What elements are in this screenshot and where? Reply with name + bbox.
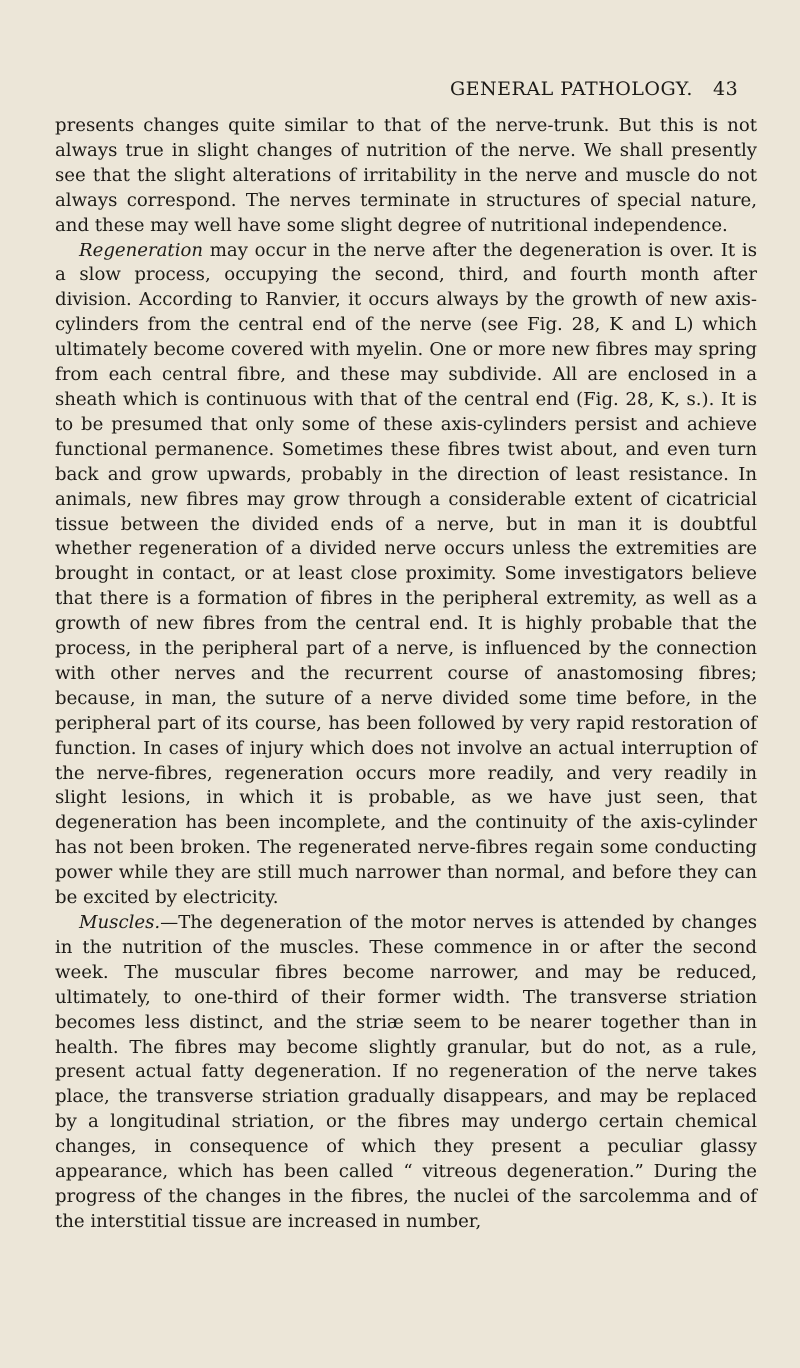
running-title: GENERAL PATHOLOGY. — [450, 78, 693, 100]
paragraph-text: —The degeneration of the motor nerves is attended by changes in the nutrition of the muscles. These commence in or after the second week. The muscular fibres become narrower, and may be reduced, ultimately, to one-third of their former width. The transverse striation becomes less distinct, and the striæ seem to be nearer together than in health. The fibres may become slightly granular, but do not, as a rule, present actual fatty degeneration. If no regeneration of the nerve takes place, the transverse striation gradually disappears, and may be replaced by a longitudinal striation, or the fibres may undergo certain chemical changes, in consequence of which they present a peculiar glassy appearance, which has been called “ vitreous degeneration.” During the progress of the changes in the fibres, the nuclei of the sarcolemma and of the interstitial tissue are increased in number, — [55, 912, 757, 1232]
page-number: 43 — [713, 78, 739, 100]
body-text — [55, 114, 757, 1235]
paragraph-heading: Regeneration — [79, 239, 204, 261]
paragraph-muscles — [55, 911, 757, 1235]
paragraph-continuation — [55, 114, 757, 239]
running-header — [450, 78, 739, 100]
paragraph-text: presents changes quite similar to that of the nerve-trunk. But this is not always true in slight changes of nutrition of the nerve. We shall presently see that the slight alterations of irritability in the nerve and muscle do not always correspond. The nerves terminate in structures of special nature, and these may well have some slight degree of nutritional independence. — [55, 115, 757, 236]
paragraph-regeneration — [55, 239, 757, 911]
paragraph-text: may occur in the nerve after the degeneration is over. It is a slow process, occupying the second, third, and fourth month after division. According to Ranvier, it occurs always by the growth of new axis-cylinders from the central end of the nerve (see Fig. 28, K and L) which ultimately become covered with myelin. One or more new fibres may spring from each central fibre, and these may subdivide. All are enclosed in a sheath which is continuous with that of the central end (Fig. 28, K, s.). It is to be presumed that only some of these axis-cylinders persist and achieve functional permanence. Sometimes these fibres twist about, and even turn back and grow upwards, probably in the direction of least resistance. In animals, new fibres may grow through a considerable extent of cicatricial tissue between the divided ends of a nerve, but in man it is doubtful whether regeneration of a divided nerve occurs unless the extremities are brought in contact, or at least close proximity. Some investigators believe that there is a formation of fibres in the peripheral extremity, as well as a growth of new fibres from the central end. It is highly probable that the process, in the peripheral part of a nerve, is influenced by the connection with other nerves and the recurrent course of anastomosing fibres; because, in man, the suture of a nerve divided some time before, in the peripheral part of its course, has been followed by very rapid restoration of function. In cases of injury which does not involve an actual interruption of the nerve-fibres, regeneration occurs more readily, and very readily in slight lesions, in which it is probable, as we have just seen, that degeneration has been incomplete, and the continuity of the axis-cylinder has not been broken. The regenerated nerve-fibres regain some conducting power while they are still much narrower than normal, and before they can be excited by electricity. — [55, 239, 757, 909]
paragraph-heading: Muscles. — [79, 912, 161, 933]
